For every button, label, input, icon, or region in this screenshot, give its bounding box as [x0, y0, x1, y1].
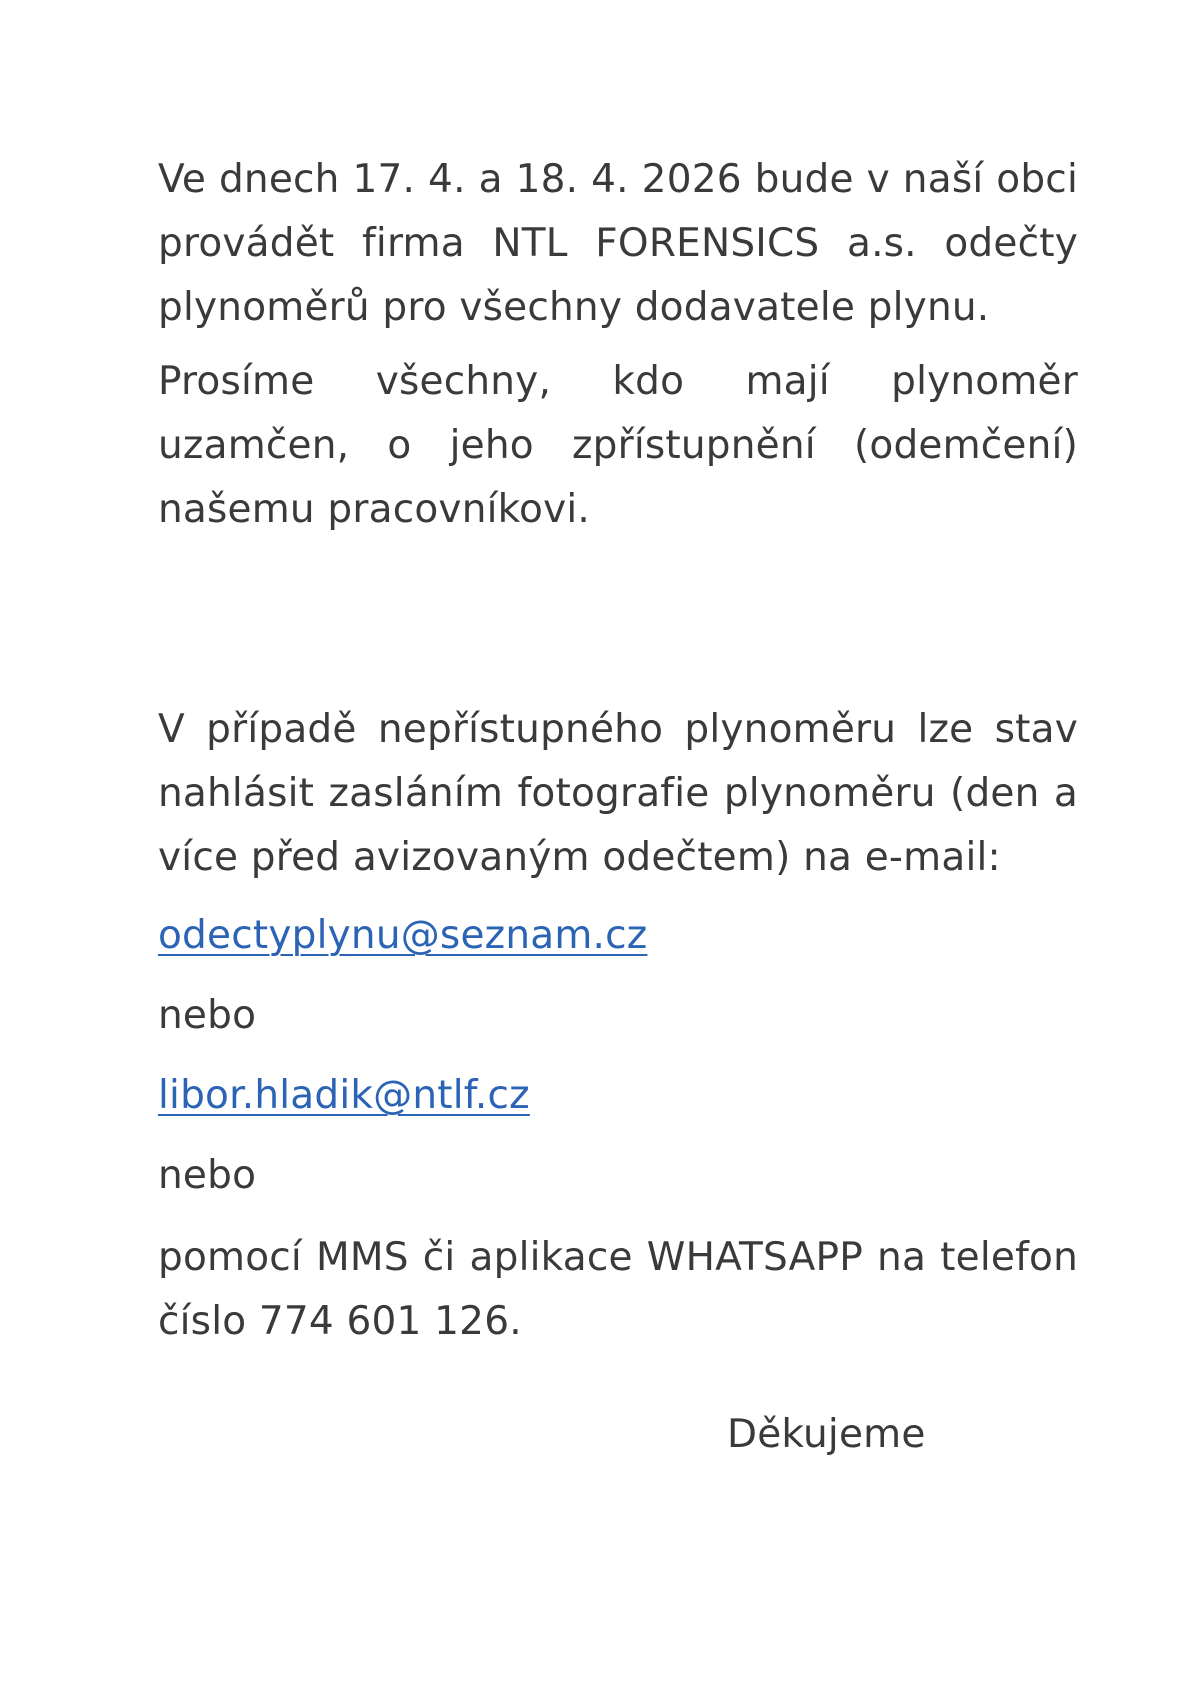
notice-paragraph-photo-option: V případě nepřístupného plynoměru lze stav nahlásit zasláním fotografie plynoměru (den a více před avizovaným odečtem) na e-mail:: [158, 707, 1078, 880]
notice-paragraph-reading-dates: Ve dnech 17. 4. a 18. 4. 2026 bude v naší obci provádět firma NTL FORENSICS a.s. odečty plynoměrů pro všechny dodavatele plynu.: [158, 157, 1078, 330]
notice-paragraph-unlock-request: Prosíme všechny, kdo mají plynoměr uzamčen, o jeho zpřístupnění (odemčení) našemu pracovníkovi.: [158, 359, 1078, 532]
email-link-ntlf-line: [158, 1064, 1078, 1128]
notice-paragraph-mms-whatsapp: pomocí MMS či aplikace WHATSAPP na telefon číslo 774 601 126.: [158, 1235, 1078, 1344]
notice-body: [158, 148, 1078, 1354]
email-link-ntlf[interactable]: libor.hladik@ntlf.cz: [158, 1073, 530, 1118]
email-link-seznam-line: [158, 904, 1078, 968]
or-text-2: nebo: [158, 1153, 257, 1198]
email-link-seznam[interactable]: odectyplynu@seznam.cz: [158, 913, 648, 958]
or-text-1: nebo: [158, 993, 257, 1038]
signature-thanks: Děkujeme: [727, 1412, 926, 1457]
